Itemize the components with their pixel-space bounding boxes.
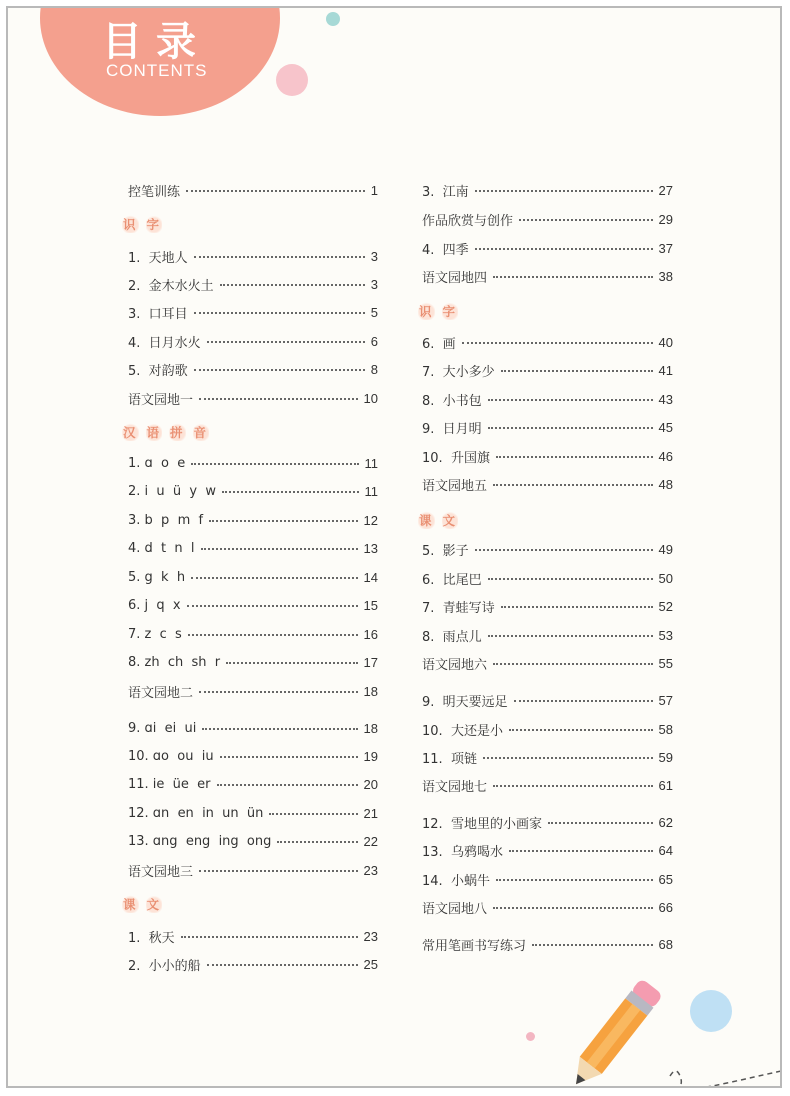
toc-entry-title: 3. 江南 <box>422 184 469 200</box>
toc-entry[interactable] <box>128 180 378 200</box>
toc-entry-title: 8. 小书包 <box>422 393 482 409</box>
dot-leader <box>277 841 357 843</box>
dot-leader <box>187 605 358 607</box>
toc-entry[interactable] <box>128 388 378 408</box>
toc-entry[interactable] <box>128 831 378 851</box>
book-page <box>6 6 782 1088</box>
toc-entry-title: 10. 升国旗 <box>422 450 490 466</box>
dot-leader <box>548 822 653 824</box>
page-title: 目录 <box>102 19 210 65</box>
toc-entry[interactable] <box>422 719 673 739</box>
dot-leader <box>220 284 365 286</box>
toc-page-number: 48 <box>658 476 673 492</box>
toc-entry[interactable] <box>422 389 673 409</box>
toc-page-number: 25 <box>363 956 378 972</box>
toc-entry[interactable] <box>422 812 673 832</box>
toc-entry[interactable] <box>128 595 378 615</box>
toc-entry-title: 13. 乌鸦喝水 <box>422 844 503 860</box>
toc-page-number: 38 <box>658 268 673 284</box>
toc-entry-title: 5. 对韵歌 <box>128 363 188 379</box>
toc-page-number: 58 <box>658 721 673 737</box>
toc-page-number: 17 <box>363 654 378 670</box>
toc-entry-title: 2. 金木水火土 <box>128 278 214 294</box>
toc-page-number: 18 <box>363 720 378 736</box>
dot-leader <box>514 700 653 702</box>
dot-leader <box>181 936 358 938</box>
dot-leader <box>194 256 365 258</box>
toc-entry-title: 3. 口耳目 <box>128 306 188 322</box>
dot-leader <box>191 577 357 579</box>
toc-page-number: 3 <box>370 276 378 292</box>
toc-page-number: 66 <box>658 899 673 915</box>
toc-page-number: 49 <box>658 541 673 557</box>
toc-page-number: 64 <box>658 842 673 858</box>
toc-entry[interactable] <box>422 360 673 380</box>
toc-page-number: 62 <box>658 814 673 830</box>
toc-page-number: 50 <box>658 570 673 586</box>
dot-leader <box>493 907 653 909</box>
toc-page-number: 46 <box>658 448 673 464</box>
toc-page-number: 3 <box>370 248 378 264</box>
toc-entry-title: 语文园地四 <box>422 270 488 286</box>
toc-entry-title: 1. 秋天 <box>128 930 175 946</box>
dashed-curve <box>668 1056 782 1088</box>
dot-leader <box>207 964 358 966</box>
page-subtitle: CONTENTS <box>106 61 208 80</box>
toc-page-number: 20 <box>363 776 378 792</box>
toc-entry[interactable] <box>422 596 673 616</box>
toc-entry-title: 1. ɑ o e <box>128 455 186 471</box>
dot-leader <box>199 870 358 872</box>
dot-leader <box>186 190 365 192</box>
toc-entry[interactable] <box>422 209 673 229</box>
toc-page-number: 57 <box>658 692 673 708</box>
toc-entry[interactable] <box>128 718 378 738</box>
toc-entry-title: 13. ɑng eng ing ong <box>128 833 272 849</box>
toc-page-number: 55 <box>658 655 673 671</box>
dot-leader <box>194 312 365 314</box>
toc-entry-title: 9. 日月明 <box>422 421 482 437</box>
toc-entry[interactable] <box>422 474 673 494</box>
dot-leader <box>493 276 653 278</box>
toc-entry[interactable] <box>422 238 673 258</box>
toc-page-number: 13 <box>363 540 378 556</box>
dot-leader <box>475 549 653 551</box>
dot-leader <box>194 369 365 371</box>
toc-page-number: 14 <box>363 569 378 585</box>
toc-entry-title: 2. 小小的船 <box>128 958 201 974</box>
dot-leader <box>222 491 358 493</box>
toc-page-number: 61 <box>658 777 673 793</box>
dot-leader <box>475 248 653 250</box>
pencil-icon <box>556 968 676 1088</box>
dot-leader <box>496 879 653 881</box>
dot-leader <box>269 813 357 815</box>
toc-page-number: 45 <box>658 419 673 435</box>
dot-leader <box>509 729 653 731</box>
dot-leader <box>488 578 653 580</box>
toc-entry-title: 6. j q x <box>128 597 181 613</box>
toc-entry[interactable] <box>128 481 378 501</box>
toc-entry[interactable] <box>422 417 673 437</box>
toc-entry[interactable] <box>128 803 378 823</box>
dot-leader <box>226 662 357 664</box>
toc-entry[interactable] <box>128 926 378 946</box>
toc-page-number: 43 <box>658 391 673 407</box>
toc-entry[interactable] <box>128 538 378 558</box>
toc-entry-title: 6. 画 <box>422 336 456 352</box>
section-heading: 课 文 <box>419 513 458 528</box>
toc-entry-title: 语文园地五 <box>422 478 488 494</box>
dot-leader <box>202 728 357 730</box>
toc-entry-title: 6. 比尾巴 <box>422 572 482 588</box>
toc-entry[interactable] <box>422 934 673 954</box>
toc-entry-title: 7. 青蛙写诗 <box>422 600 495 616</box>
toc-entry-title: 1. 天地人 <box>128 250 188 266</box>
toc-page-number: 27 <box>658 182 673 198</box>
toc-entry-title: 9. ɑi ei ui <box>128 720 197 736</box>
toc-entry-title: 14. 小蜗牛 <box>422 873 490 889</box>
toc-entry-title: 语文园地六 <box>422 657 488 673</box>
toc-entry[interactable] <box>422 180 673 200</box>
toc-entry-title: 控笔训练 <box>128 184 181 200</box>
toc-page-number: 21 <box>363 805 378 821</box>
dot-leader <box>483 757 653 759</box>
toc-entry[interactable] <box>422 690 673 710</box>
toc-entry-title: 语文园地一 <box>128 392 194 408</box>
toc-page-number: 52 <box>658 598 673 614</box>
dot-leader <box>475 190 653 192</box>
toc-page-number: 37 <box>658 240 673 256</box>
toc-entry[interactable] <box>128 774 378 794</box>
toc-entry-title: 语文园地三 <box>128 864 194 880</box>
toc-entry[interactable] <box>128 624 378 644</box>
toc-entry-title: 语文园地七 <box>422 779 488 795</box>
dot-leader <box>217 784 358 786</box>
dot-leader <box>199 398 358 400</box>
toc-entry[interactable] <box>422 747 673 767</box>
toc-entry[interactable] <box>422 568 673 588</box>
toc-entry[interactable] <box>128 302 378 322</box>
dot-leader <box>493 663 653 665</box>
toc-entry-title: 4. 四季 <box>422 242 469 258</box>
toc-entry-title: 7. 大小多少 <box>422 364 495 380</box>
dot-leader <box>501 370 653 372</box>
toc-entry-title: 7. z c s <box>128 626 182 642</box>
toc-entry[interactable] <box>128 652 378 672</box>
dot-leader <box>509 850 653 852</box>
toc-entry[interactable] <box>422 539 673 559</box>
toc-entry[interactable] <box>128 567 378 587</box>
toc-page-number: 68 <box>658 936 673 952</box>
toc-entry[interactable] <box>128 681 378 701</box>
toc-entry[interactable] <box>422 897 673 917</box>
toc-page-number: 23 <box>363 862 378 878</box>
toc-page-number: 22 <box>363 833 378 849</box>
toc-page-number: 41 <box>658 362 673 378</box>
toc-entry-title: 作品欣赏与创作 <box>422 213 514 229</box>
toc-entry[interactable] <box>422 266 673 286</box>
dot-leader <box>462 342 653 344</box>
toc-entry-title: 5. 影子 <box>422 543 469 559</box>
toc-entry[interactable] <box>128 954 378 974</box>
toc-entry-title: 8. 雨点儿 <box>422 629 482 645</box>
dot-leader <box>532 944 653 946</box>
toc-page-number: 18 <box>363 683 378 699</box>
toc-page-number: 15 <box>363 597 378 613</box>
toc-entry-title: 12. ɑn en in un ün <box>128 805 264 821</box>
toc-page-number: 1 <box>370 182 378 198</box>
dot-leader <box>199 691 358 693</box>
toc-page-number: 6 <box>370 333 378 349</box>
toc-page-number: 11 <box>364 483 378 499</box>
toc-entry-title: 10. 大还是小 <box>422 723 503 739</box>
toc-page-number: 11 <box>364 455 378 471</box>
toc-page-number: 8 <box>370 361 378 377</box>
dot-leader <box>519 219 653 221</box>
toc-entry-title: 2. i u ü y w <box>128 483 217 499</box>
toc-entry[interactable] <box>128 246 378 266</box>
toc-entry-title: 5. g k h <box>128 569 186 585</box>
toc-page-number: 29 <box>658 211 673 227</box>
dot-leader <box>488 635 653 637</box>
dot-leader <box>188 634 358 636</box>
toc-entry-title: 4. 日月水火 <box>128 335 201 351</box>
dot-leader <box>191 463 358 465</box>
toc-entry[interactable] <box>128 359 378 379</box>
toc-entry-title: 11. ie üe er <box>128 776 211 792</box>
toc-page-number: 12 <box>363 512 378 528</box>
dot-leader <box>488 427 653 429</box>
toc-entry[interactable] <box>128 860 378 880</box>
decor-dot <box>526 1032 535 1041</box>
section-heading: 识 字 <box>419 304 458 319</box>
toc-page-number: 19 <box>363 748 378 764</box>
dot-leader <box>493 484 653 486</box>
dot-leader <box>220 756 358 758</box>
toc-entry[interactable] <box>128 274 378 294</box>
toc-entry[interactable] <box>128 510 378 530</box>
toc-page-number: 16 <box>363 626 378 642</box>
toc-page-number: 40 <box>658 334 673 350</box>
section-heading: 汉 语 拼 音 <box>123 425 209 440</box>
toc-entry-title: 9. 明天要远足 <box>422 694 508 710</box>
toc-entry-title: 语文园地八 <box>422 901 488 917</box>
dot-leader <box>209 520 357 522</box>
toc-page-number: 65 <box>658 871 673 887</box>
decor-dot <box>690 990 732 1032</box>
toc-entry-title: 11. 项链 <box>422 751 477 767</box>
toc-entry[interactable] <box>422 446 673 466</box>
toc-entry-title: 8. zh ch sh r <box>128 654 221 670</box>
toc-entry-title: 12. 雪地里的小画家 <box>422 816 542 832</box>
decor-dot <box>276 64 308 96</box>
toc-page-number: 23 <box>363 928 378 944</box>
toc-entry[interactable] <box>128 453 378 473</box>
toc-entry[interactable] <box>128 331 378 351</box>
dot-leader <box>493 785 653 787</box>
dot-leader <box>496 456 653 458</box>
toc-entry[interactable] <box>422 869 673 889</box>
dot-leader <box>207 341 365 343</box>
toc-entry-title: 常用笔画书写练习 <box>422 938 527 954</box>
toc-page-number: 59 <box>658 749 673 765</box>
toc-entry-title: 3. b p m f <box>128 512 204 528</box>
dot-leader <box>488 399 653 401</box>
toc-page-number: 53 <box>658 627 673 643</box>
section-heading: 课 文 <box>123 897 162 912</box>
toc-entry[interactable] <box>422 332 673 352</box>
toc-entry[interactable] <box>422 775 673 795</box>
toc-entry[interactable] <box>422 840 673 860</box>
toc-entry[interactable] <box>422 625 673 645</box>
toc-entry[interactable] <box>128 746 378 766</box>
toc-entry-title: 语文园地二 <box>128 685 194 701</box>
dot-leader <box>201 548 358 550</box>
section-heading: 识 字 <box>123 217 162 232</box>
toc-entry-title: 10. ɑo ou iu <box>128 748 214 764</box>
toc-page-number: 10 <box>363 390 378 406</box>
toc-page-number: 5 <box>370 304 378 320</box>
toc-entry-title: 4. d t n l <box>128 540 195 556</box>
dot-leader <box>501 606 653 608</box>
decor-dot <box>326 12 340 26</box>
toc-entry[interactable] <box>422 653 673 673</box>
